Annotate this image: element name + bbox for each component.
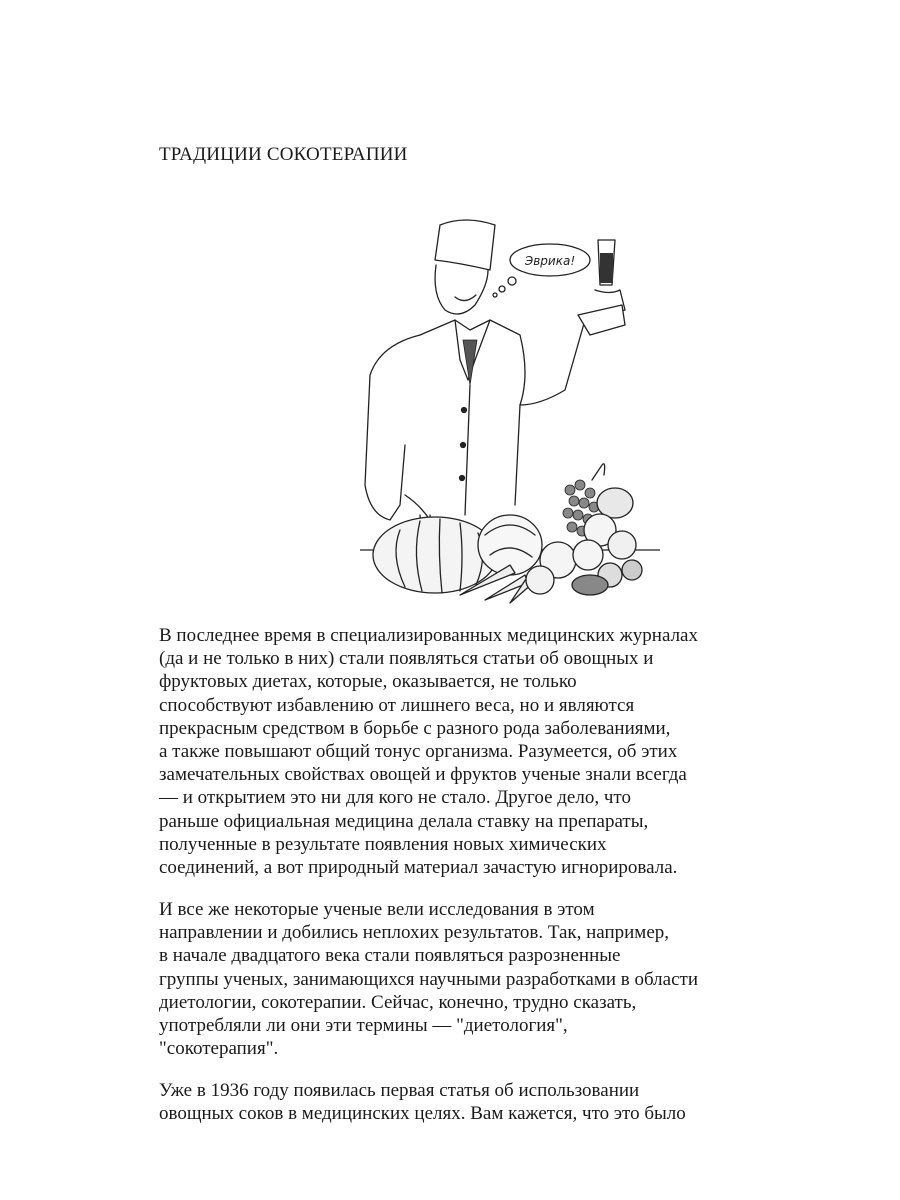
text-line: В последнее время в специализированных медицинских журналах (159, 625, 698, 646)
text-line: полученные в результате появления новых химических (159, 833, 607, 855)
paragraph-1 (159, 624, 759, 879)
text-line: прекрасным средством в борьбе с разного рода заболеваниями, (159, 717, 671, 739)
text-line: — и открытием это ни для кого не стало. Другое дело, что (159, 787, 631, 809)
text-line: а также повышают общий тонус организма. Разумеется, об этих (159, 741, 678, 763)
text-line: направлении и добились неплохих результатов. Так, например, (159, 922, 670, 944)
text-line: диетологии, сокотерапии. Сейчас, конечно, трудно сказать, (159, 991, 637, 1013)
speech-bubble-text: Эврика! (524, 254, 576, 268)
text-line: соединений, а вот природный материал зачастую игнорировала. (159, 857, 678, 879)
text-line: раньше официальная медицина делала ставку на препараты, (159, 810, 649, 832)
text-line: способствуют избавлению от лишнего веса, но и являются (159, 694, 635, 716)
text-line: фруктовых диетах, которые, оказывается, не только (159, 671, 577, 693)
text-line: овощных соков в медицинских целях. Вам кажется, что это было (159, 1103, 686, 1125)
text-line: замечательных свойствах овощей и фруктов ученые знали всегда (159, 764, 687, 786)
paragraph-2 (159, 898, 759, 1060)
section-title: ТРАДИЦИИ СОКОТЕРАПИИ (159, 144, 408, 165)
text-line: употребляли ли они эти термины — "диетология", (159, 1015, 568, 1037)
text-line: группы ученых, занимающихся научными разработками в области (159, 968, 698, 990)
paragraph-3 (159, 1079, 759, 1125)
text-line: "сокотерапия". (159, 1038, 279, 1060)
chef-with-juice-illustration (360, 185, 660, 605)
text-line: в начале двадцатого века стали появляться разрозненные (159, 945, 621, 967)
text-line: Уже в 1936 году появилась первая статья об использовании (159, 1080, 640, 1101)
text-line: (да и не только в них) стали появляться статьи об овощных и (159, 648, 654, 670)
text-line: И все же некоторые ученые вели исследования в этом (159, 899, 595, 920)
